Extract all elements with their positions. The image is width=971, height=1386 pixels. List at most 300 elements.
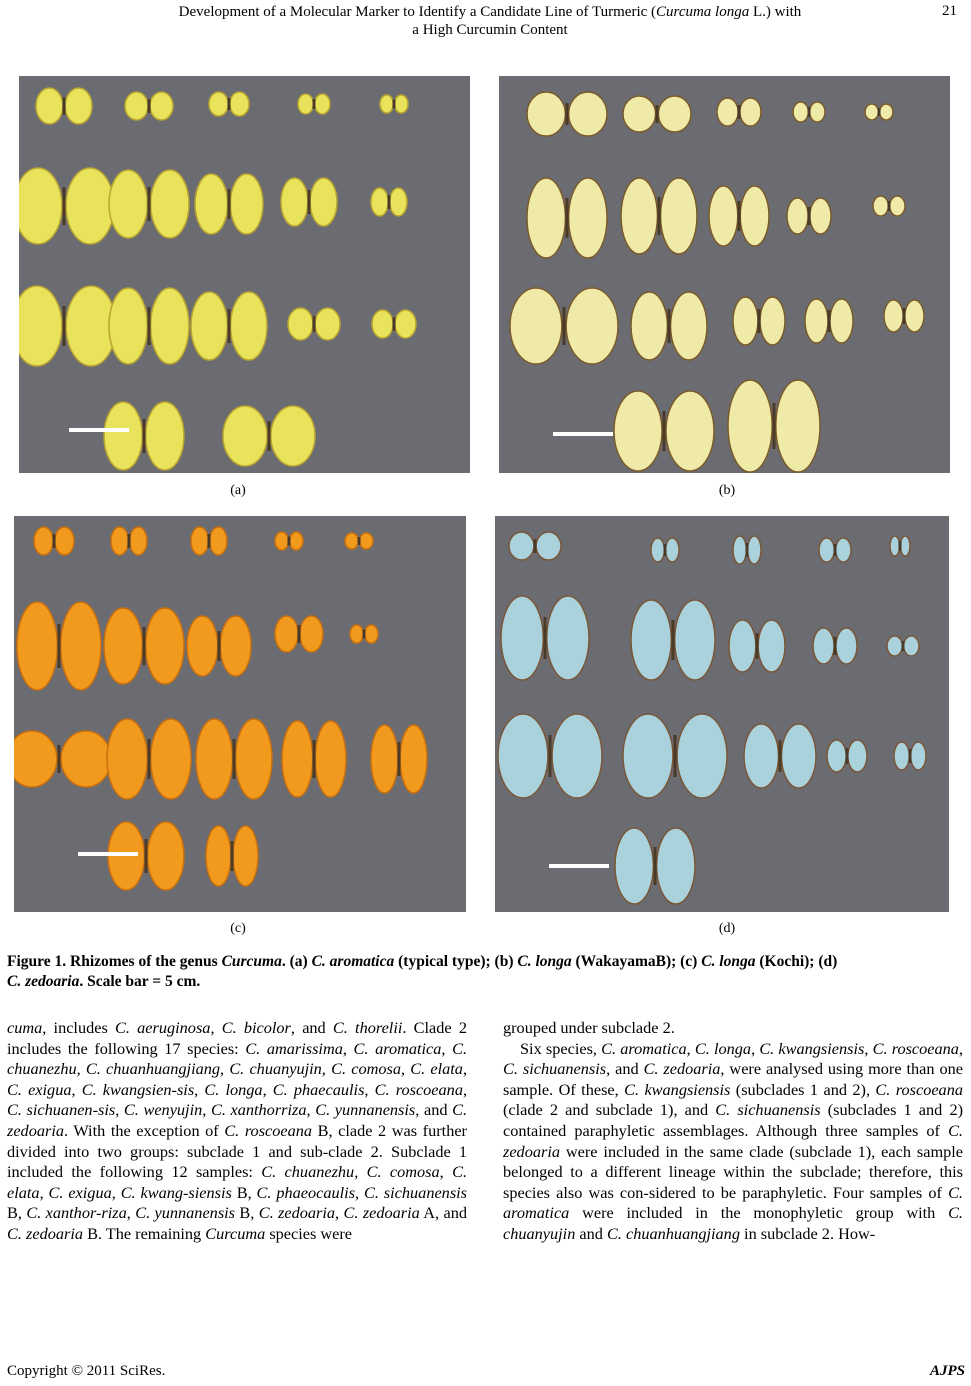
rhizome-slice [884,300,903,332]
species-name: C. bicolor [221,1018,291,1037]
rhizome-slice [220,616,251,676]
rhizome-slice [677,714,727,798]
slice-cleft [233,739,236,779]
text-run: , [39,1182,49,1202]
panel-label-c: (c) [230,921,246,936]
page-footer [7,1363,965,1380]
species-name: C. exigua [48,1182,112,1202]
slice-cleft [654,847,657,885]
rhizome-slice [36,88,63,124]
species-name: C. chuanhuangjiang [85,1059,221,1079]
species-name: C. phaeocaulis [256,1182,356,1202]
slice-cleft [899,541,902,551]
slice-cleft [148,307,151,345]
slice-cleft [298,625,301,643]
rhizome-slice [631,292,667,360]
text-run: (clade 2 and subclade 1), and [503,1100,716,1120]
species-name: C. elata [7,1162,468,1202]
text-run: B, clade 2 was further divided into two groups: subclade 1 and sub-clade 2. Subclade 1 included the following 12 samples: [7,1120,467,1182]
species-name: C. zedoaria [7,1223,83,1243]
rhizome-slice [17,602,57,690]
text-run: , [194,1079,205,1099]
rhizome-slice [793,102,808,122]
species-name: C. roscoeana [374,1079,463,1099]
text-run: , [335,1203,344,1223]
rhizome-slice [887,636,902,656]
rhizome-slice [740,98,761,126]
species-name: C. kwangsien-sis [81,1079,195,1099]
text-run: , [306,1100,316,1120]
rhizome-slice [233,826,258,886]
rhizome-slice [631,600,671,680]
slice-cleft [738,201,741,231]
rhizome-slice [315,721,346,797]
rhizome-slice [510,288,562,364]
slice-cleft [313,316,316,332]
figure-panel-c [14,516,466,912]
rhizome-slice [107,719,147,799]
text-run: , includes [42,1018,116,1037]
rhizome-slice [805,299,828,343]
rhizome-slice [904,636,919,656]
slice-cleft [145,839,148,873]
species-name: C. longa [694,1038,752,1058]
rhizome-slice [55,527,74,555]
rhizome-slice [191,292,227,360]
text-run: , [958,1038,964,1058]
rhizome-slice [111,527,128,555]
rhizome-slice [623,96,656,132]
species-name: C. thorelii [332,1018,403,1037]
slice-cleft [288,537,291,546]
rhizome-slice [14,731,57,787]
species-name: Curcuma [205,1223,266,1243]
rhizome-slice [509,532,534,560]
rhizome-slice [675,600,715,680]
rhizome-slice [733,297,758,345]
rhizome-slice [372,310,393,338]
slice-cleft [909,749,912,763]
slice-cleft [888,201,891,211]
rhizome-slice [865,104,878,120]
slice-cleft [148,187,151,221]
species-name: C. comosa [331,1059,401,1079]
slice-cleft [834,544,837,556]
paragraph-left [7,1018,467,1245]
rhizome-slice [19,286,62,366]
slice-cleft [63,187,66,225]
rhizome-slice [787,198,808,234]
rhizome-slice [729,620,756,672]
slice-cleft [566,103,569,125]
rhizome-slice [911,742,926,770]
body-column-right [503,1018,963,1245]
text-run: , [76,1059,86,1079]
rhizome-slice [223,406,267,466]
rhizome-slice [657,828,695,904]
text-run: , [126,1203,136,1223]
rhizome-slice [614,391,662,471]
scale-bar [78,852,138,856]
text-run: , [71,1079,82,1099]
rhizome-photo [14,516,466,912]
rhizome-slice [661,178,697,254]
species-name: C. roscoeana [872,1038,959,1058]
text-run: , [462,1079,468,1099]
slice-cleft [313,740,316,778]
species-name: C. chuanhuangjiang [607,1223,740,1243]
rhizome-slice [315,308,340,340]
rhizome-slice [350,625,363,643]
slice-cleft [58,745,61,773]
text-run: B. The remaining [83,1223,206,1243]
rhizome-slice [819,538,834,562]
rhizome-slice [365,625,378,643]
rhizome-slice [905,300,924,332]
slice-cleft [834,637,837,655]
species-name: C. yunnanensis [135,1203,236,1223]
text-run: , and [606,1059,644,1079]
rhizome-slice [66,168,114,244]
rhizome-slice [230,174,263,234]
slice-cleft [672,620,675,660]
rhizome-slice [151,288,189,364]
species-name: C. exigua [7,1079,72,1099]
paragraph-right-2 [503,1039,963,1245]
text-run: , [355,1182,364,1202]
species-name: C. wenyujin [123,1100,203,1120]
slice-cleft [779,740,782,772]
rhizome-slice [651,538,664,562]
slice-cleft [308,190,311,214]
species-name: C. yunnanensis [315,1100,416,1120]
text-run: , [354,1162,367,1182]
text-run: , [220,1059,230,1079]
slice-cleft [878,108,881,116]
rhizome-slice [666,391,714,471]
species-name: C. elata [410,1059,463,1079]
rhizome-slice [666,538,679,562]
rhizome-slice [709,186,738,246]
rhizome-slice [300,616,323,652]
rhizome-slice [400,725,427,793]
slice-cleft [228,189,231,219]
slice-cleft [563,307,566,345]
copyright-notice: Copyright © 2011 SciRes. [7,1363,166,1379]
rhizome-slice [552,714,602,798]
header-line-2: a High Curcumin Content [412,22,568,38]
body-column-left [7,1018,467,1245]
rhizome-photo [495,516,949,912]
paragraph-right-1 [503,1018,963,1039]
text-run: , and [415,1100,453,1120]
slice-cleft [208,534,211,548]
rhizome-slice [527,178,565,258]
slice-cleft [544,617,547,659]
rhizome-slice [34,527,53,555]
text-run: , and [290,1018,333,1037]
rhizome-slice [547,596,589,680]
text-run: (subclades 1 and 2) contained paraphyletic assemblages. Although three samples of [503,1100,964,1140]
species-name: C. zedoaria [503,1120,963,1161]
rhizome-slice [150,92,173,120]
species-name: C. zedoaria [343,1203,420,1223]
species-name: C. xanthorriza [210,1100,307,1120]
rhizome-slice [873,196,888,216]
slice-cleft [228,98,231,110]
slice-cleft [63,306,66,346]
rhizome-slice [360,533,373,549]
slice-cleft [549,735,552,777]
text-run: , [441,1038,453,1058]
species-name: C. sichuanensis [364,1182,468,1202]
rhizome-slice [623,714,673,798]
rhizome-slice [781,724,816,788]
rhizome-slice [298,94,313,114]
slice-cleft [218,631,221,661]
rhizome-slice [536,532,561,560]
slice-cleft [566,198,569,238]
rhizome-slice [231,292,267,360]
text-run: , [115,1100,124,1120]
rhizome-slice [236,719,272,799]
text-run: , [686,1038,695,1058]
rhizome-slice [206,826,231,886]
slice-cleft [668,309,671,343]
rhizome-slice [281,178,308,226]
rhizome-slice [658,96,691,132]
rhizome-slice [345,533,358,549]
rhizome-slice [209,92,228,116]
slice-cleft [738,105,741,119]
slice-cleft [58,624,61,668]
rhizome-slice [880,104,893,120]
journal-abbrev: AJPS [929,1363,965,1379]
rhizome-slice [740,186,769,246]
text-run: , [364,1079,375,1099]
text-run: B, [231,1182,257,1202]
slice-cleft [53,534,56,548]
text-run: , [462,1059,468,1079]
rhizome-slice [760,297,785,345]
species-name: C. kwang-siensis [120,1182,232,1202]
panel-label-d: (d) [718,921,736,936]
species-name: C. chuanezhu [7,1038,468,1079]
rhizome-slice [104,402,142,470]
rhizome-slice [848,740,867,772]
rhizome-slice [19,168,62,244]
rhizome-slice [569,92,607,136]
slice-cleft [846,748,849,764]
rhizome-slice [566,288,618,364]
text-run: species were [265,1223,353,1243]
rhizome-slice [187,616,218,676]
rhizome-slice [109,288,147,364]
text-run: and [575,1223,607,1243]
species-name: C. chuanezhu [261,1162,355,1182]
rhizome-slice [810,198,831,234]
species-name: C. xanthor-riza [26,1203,127,1223]
rhizome-slice [758,620,785,672]
rhizome-slice [104,608,142,684]
rhizome-slice [125,92,148,120]
slice-cleft [903,308,906,324]
species-name: C. aromatica [503,1182,963,1223]
rhizome-slice [151,719,191,799]
slice-cleft [128,534,131,548]
rhizome-slice [148,822,184,890]
slice-cleft [773,403,776,449]
species-name: C. kwangsiensis [624,1079,731,1099]
rhizome-photo [19,76,470,473]
slice-cleft [658,197,661,235]
slice-cleft [398,742,401,776]
rhizome-slice [195,174,228,234]
text-run: , [342,1038,354,1058]
slice-cleft [148,739,151,779]
rhizome-slice [275,532,288,550]
rhizome-slice [728,380,772,472]
slice-cleft [358,537,361,545]
species-name: C. amarissima [245,1038,343,1058]
rhizome-slice [498,714,548,798]
figure-panel-b [499,76,950,473]
rhizome-slice [744,724,779,788]
slice-cleft [663,411,666,451]
rhizome-slice [890,536,900,556]
text-run: , [262,1079,273,1099]
rhizome-slice [61,602,101,690]
scale-bar [549,864,609,868]
slice-cleft [143,627,146,665]
slice-cleft [808,107,811,117]
species-name: C. aromatica [353,1038,442,1058]
slice-cleft [63,97,66,115]
species-name: cuma [7,1018,43,1037]
rhizome-slice [776,380,820,472]
species-name: C. kwangsiensis [759,1038,865,1058]
rhizome-slice [146,608,184,684]
rhizome-slice [371,188,388,216]
text-run: A, and [419,1203,468,1223]
rhizome-slice [621,178,657,254]
text-run: . With the exception of [63,1120,225,1140]
species-name: C. aromatica [601,1038,687,1058]
scale-bar [553,432,613,436]
text-run: , [111,1182,121,1202]
slice-cleft [808,207,811,225]
rhizome-slice [146,402,184,470]
rhizome-slice [527,92,565,136]
slice-cleft [268,421,271,451]
slice-cleft [388,195,391,209]
rhizome-slice [271,406,315,466]
rhizome-slice [210,527,227,555]
rhizome-slice [282,721,313,797]
rhizome-photo [499,76,950,473]
rhizome-slice [275,616,298,652]
rhizome-slice [130,527,147,555]
rhizome-slice [390,188,407,216]
text-run: , [751,1038,760,1058]
slice-cleft [746,543,749,557]
rhizome-slice [569,178,607,258]
slice-cleft [756,633,759,659]
species-name: C. sichuanensis [503,1059,607,1079]
species-name: C. roscoeana [875,1079,963,1099]
rhizome-slice [315,94,330,114]
text-run: , [439,1162,453,1182]
text-run: were included in the monophyletic group with [569,1203,949,1223]
species-name: C. aeruginosa [115,1018,211,1037]
slice-cleft [363,630,366,639]
slice-cleft [758,309,761,333]
species-name: C. roscoeana [224,1120,313,1140]
slice-cleft [313,99,316,109]
slice-cleft [228,309,231,343]
rhizome-slice [810,102,825,122]
species-name: C. zedoaria [643,1059,721,1079]
rhizome-slice [836,538,851,562]
rhizome-slice [836,628,857,664]
rhizome-slice [61,731,111,787]
rhizome-slice [230,92,249,116]
species-name: C. comosa [366,1162,440,1182]
slice-cleft [902,641,905,651]
text-run: , [864,1038,873,1058]
species-name: C. longa [204,1079,263,1099]
text-run: (subclades 1 and 2), [730,1079,876,1099]
rhizome-slice [191,527,208,555]
text-run: in subclade 2. How- [739,1223,876,1243]
rhizome-slice [395,95,408,113]
header-line-1: Development of a Molecular Marker to Identify a Candidate Line of Turmeric (Curcuma longa L.) with [178,4,802,20]
rhizome-slice [151,170,189,238]
slice-cleft [393,317,396,331]
text-run: , were analysed using more than one sample. Of these, [503,1059,964,1099]
panel-label-b: (b) [718,483,736,498]
panel-label-a: (a) [230,483,246,498]
slice-cleft [674,735,677,777]
slice-cleft [828,310,831,332]
species-name: C. zedoaria [7,1100,468,1140]
rhizome-slice [65,88,92,124]
rhizome-slice [501,596,543,680]
slice-cleft [148,99,151,113]
slice-cleft [656,105,659,123]
rhizome-slice [615,828,653,904]
text-run: Six species, [520,1038,602,1058]
rhizome-slice [813,628,834,664]
species-name: C. sichuanen-sis [7,1100,116,1120]
rhizome-slice [371,725,398,793]
species-name: C. sichuanensis [715,1100,821,1120]
rhizome-slice [290,532,303,550]
slice-cleft [231,841,234,871]
figure-caption: Figure 1. Rhizomes of the genus Curcuma. (a) C. aromatica (typical type); (b) C. longa (WakayamaB); (c) C. longa (Kochi); (d) C. zedoaria. Scale bar = 5 cm. [7,953,838,990]
rhizome-slice [894,742,909,770]
text-run: grouped under subclade 2. [503,1018,675,1037]
species-name: C. chuanyujin [503,1203,963,1243]
figure-panel-d [495,516,949,912]
slice-cleft [143,419,146,453]
rhizome-slice [671,292,707,360]
rhizome-slice [310,178,337,226]
text-run: B, [7,1203,27,1223]
rhizome-slice [890,196,905,216]
rhizome-slice [109,170,147,238]
slice-cleft [664,544,667,556]
